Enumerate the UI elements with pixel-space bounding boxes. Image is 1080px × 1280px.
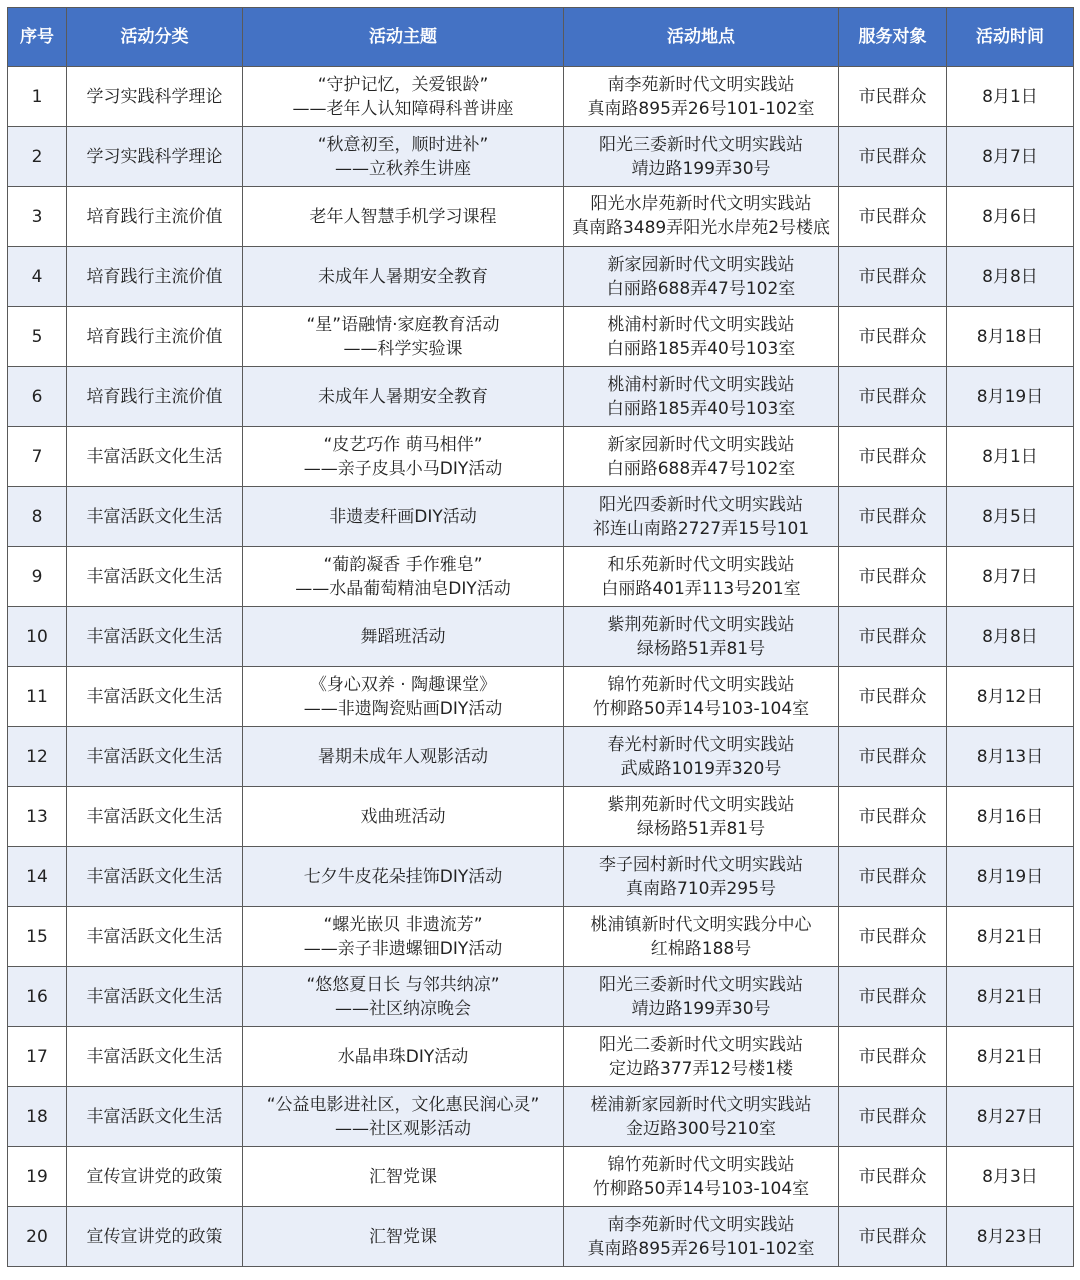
cell-category: 丰富活跃文化生活 (67, 1027, 243, 1087)
cell-location-line: 红棉路188号 (650, 938, 752, 959)
cell-theme-line: 戏曲班活动 (360, 806, 446, 827)
cell-audience: 市民群众 (839, 667, 947, 727)
cell-no: 10 (8, 607, 67, 667)
cell-theme-line: 暑期未成年人观影活动 (318, 746, 488, 767)
cell-location (564, 187, 839, 247)
cell-audience: 市民群众 (839, 787, 947, 847)
cell-location-line: 绿杨路51弄81号 (636, 638, 766, 659)
cell-location-line: 白丽路185弄40号103室 (606, 338, 796, 359)
cell-location (564, 1147, 839, 1207)
cell-theme-line: 汇智党课 (369, 1226, 437, 1247)
cell-theme-line: ——亲子非遗螺钿DIY活动 (303, 938, 503, 959)
table-row (8, 667, 1074, 727)
cell-location-line: 武威路1019弄320号 (620, 758, 782, 779)
cell-audience: 市民群众 (839, 547, 947, 607)
cell-no: 3 (8, 187, 67, 247)
cell-category: 丰富活跃文化生活 (67, 607, 243, 667)
cell-theme-line: ——社区纳凉晚会 (335, 998, 471, 1019)
cell-location (564, 607, 839, 667)
table-row (8, 307, 1074, 367)
cell-no: 8 (8, 487, 67, 547)
cell-location-line: 桃浦村新时代文明实践站 (607, 374, 795, 395)
cell-location (564, 67, 839, 127)
cell-location (564, 427, 839, 487)
cell-theme-line: “守护记忆，关爱银龄” (317, 74, 489, 95)
cell-theme (243, 187, 564, 247)
cell-theme-line: “星”语融情·家庭教育活动 (306, 314, 500, 335)
cell-category: 宣传宣讲党的政策 (67, 1207, 243, 1267)
cell-category: 宣传宣讲党的政策 (67, 1147, 243, 1207)
cell-location-line: 槎浦新家园新时代文明实践站 (590, 1094, 812, 1115)
cell-location-line: 阳光二委新时代文明实践站 (599, 1034, 803, 1055)
table-row (8, 847, 1074, 907)
cell-location-line: 真南路710弄295号 (626, 878, 776, 899)
cell-location (564, 847, 839, 907)
cell-category: 丰富活跃文化生活 (67, 967, 243, 1027)
table-row (8, 967, 1074, 1027)
table-row (8, 1027, 1074, 1087)
table-row (8, 1207, 1074, 1267)
table-row (8, 787, 1074, 847)
cell-location-line: 锦竹苑新时代文明实践站 (607, 674, 795, 695)
cell-no: 1 (8, 67, 67, 127)
table-row (8, 487, 1074, 547)
cell-category: 丰富活跃文化生活 (67, 667, 243, 727)
cell-date: 8月8日 (947, 247, 1074, 307)
cell-theme-line: “螺光嵌贝 非遗流芳” (323, 914, 483, 935)
cell-location-line: 春光村新时代文明实践站 (607, 734, 795, 755)
cell-theme-line: 非遗麦秆画DIY活动 (329, 506, 477, 527)
cell-location-line: 定边路377弄12号楼1楼 (609, 1058, 793, 1079)
table-row (8, 367, 1074, 427)
cell-theme (243, 547, 564, 607)
cell-location (564, 247, 839, 307)
cell-date: 8月13日 (947, 727, 1074, 787)
cell-theme-line: 未成年人暑期安全教育 (318, 386, 488, 407)
cell-date: 8月23日 (947, 1207, 1074, 1267)
cell-audience: 市民群众 (839, 67, 947, 127)
header-theme: 活动主题 (243, 8, 564, 67)
cell-audience: 市民群众 (839, 247, 947, 307)
cell-theme-line: ——立秋养生讲座 (335, 158, 471, 179)
cell-theme (243, 847, 564, 907)
cell-date: 8月19日 (947, 367, 1074, 427)
cell-no: 4 (8, 247, 67, 307)
cell-audience: 市民群众 (839, 487, 947, 547)
cell-location-line: 锦竹苑新时代文明实践站 (607, 1154, 795, 1175)
cell-location-line: 绿杨路51弄81号 (636, 818, 766, 839)
cell-theme (243, 247, 564, 307)
cell-audience: 市民群众 (839, 187, 947, 247)
header-audience: 服务对象 (839, 8, 947, 67)
cell-audience: 市民群众 (839, 1027, 947, 1087)
cell-category: 学习实践科学理论 (67, 67, 243, 127)
table-body (8, 67, 1074, 1267)
cell-location (564, 967, 839, 1027)
cell-location (564, 787, 839, 847)
cell-theme-line: ——水晶葡萄精油皂DIY活动 (295, 578, 511, 599)
cell-theme-line: ——社区观影活动 (335, 1118, 471, 1139)
cell-date: 8月5日 (947, 487, 1074, 547)
cell-location-line: 真南路895弄26号101-102室 (587, 1238, 815, 1259)
cell-location-line: 白丽路185弄40号103室 (606, 398, 796, 419)
cell-theme (243, 307, 564, 367)
cell-no: 2 (8, 127, 67, 187)
cell-theme (243, 967, 564, 1027)
cell-location-line: 靖边路199弄30号 (631, 998, 771, 1019)
cell-location-line: 阳光三委新时代文明实践站 (599, 974, 803, 995)
cell-location-line: 白丽路688弄47号102室 (606, 278, 796, 299)
cell-theme-line: 未成年人暑期安全教育 (318, 266, 488, 287)
cell-date: 8月21日 (947, 967, 1074, 1027)
cell-no: 20 (8, 1207, 67, 1267)
cell-theme (243, 127, 564, 187)
table-row (8, 547, 1074, 607)
cell-theme-line: “悠悠夏日长 与邻共纳凉” (306, 974, 500, 995)
cell-no: 6 (8, 367, 67, 427)
cell-theme-line: “葡韵凝香 手作雅皂” (323, 554, 483, 575)
cell-date: 8月21日 (947, 907, 1074, 967)
cell-location-line: 阳光四委新时代文明实践站 (599, 494, 803, 515)
cell-category: 学习实践科学理论 (67, 127, 243, 187)
cell-location-line: 李子园村新时代文明实践站 (599, 854, 803, 875)
cell-location (564, 667, 839, 727)
cell-category: 丰富活跃文化生活 (67, 787, 243, 847)
cell-theme-line: 汇智党课 (369, 1166, 437, 1187)
table-row (8, 1147, 1074, 1207)
cell-no: 5 (8, 307, 67, 367)
cell-location-line: 南李苑新时代文明实践站 (607, 1214, 795, 1235)
cell-category: 培育践行主流价值 (67, 307, 243, 367)
cell-theme-line: 水晶串珠DIY活动 (337, 1046, 469, 1067)
cell-location (564, 1027, 839, 1087)
cell-theme (243, 1027, 564, 1087)
cell-theme (243, 667, 564, 727)
cell-category: 丰富活跃文化生活 (67, 847, 243, 907)
table-row (8, 127, 1074, 187)
cell-theme-line: ——非遗陶瓷贴画DIY活动 (303, 698, 503, 719)
cell-date: 8月7日 (947, 547, 1074, 607)
cell-location-line: 白丽路401弄113号201室 (601, 578, 801, 599)
cell-theme (243, 1207, 564, 1267)
cell-no: 17 (8, 1027, 67, 1087)
cell-location-line: 桃浦村新时代文明实践站 (607, 314, 795, 335)
cell-no: 12 (8, 727, 67, 787)
cell-location (564, 127, 839, 187)
header-date: 活动时间 (947, 8, 1074, 67)
table-row (8, 727, 1074, 787)
cell-location-line: 真南路895弄26号101-102室 (587, 98, 815, 119)
activity-table (7, 7, 1074, 1267)
cell-no: 15 (8, 907, 67, 967)
cell-date: 8月18日 (947, 307, 1074, 367)
table-row (8, 187, 1074, 247)
cell-audience: 市民群众 (839, 847, 947, 907)
cell-category: 丰富活跃文化生活 (67, 1087, 243, 1147)
cell-location-line: 祁连山南路2727弄15号101 (592, 518, 810, 539)
cell-theme-line: “公益电影进社区，文化惠民润心灵” (266, 1094, 540, 1115)
cell-no: 9 (8, 547, 67, 607)
cell-location-line: 桃浦镇新时代文明实践分中心 (590, 914, 812, 935)
cell-date: 8月16日 (947, 787, 1074, 847)
cell-location-line: 真南路3489弄阳光水岸苑2号楼底 (571, 217, 831, 238)
table-header-row (8, 8, 1074, 67)
header-category: 活动分类 (67, 8, 243, 67)
cell-category: 丰富活跃文化生活 (67, 427, 243, 487)
cell-category: 培育践行主流价值 (67, 247, 243, 307)
cell-theme (243, 427, 564, 487)
cell-theme-line: ——亲子皮具小马DIY活动 (303, 458, 503, 479)
cell-theme (243, 1087, 564, 1147)
cell-theme (243, 787, 564, 847)
cell-location-line: 新家园新时代文明实践站 (607, 434, 795, 455)
cell-theme-line: “秋意初至，顺时进补” (317, 134, 489, 155)
header-no: 序号 (8, 8, 67, 67)
cell-theme (243, 727, 564, 787)
cell-category: 丰富活跃文化生活 (67, 547, 243, 607)
cell-date: 8月6日 (947, 187, 1074, 247)
cell-theme (243, 907, 564, 967)
cell-category: 丰富活跃文化生活 (67, 907, 243, 967)
cell-location (564, 367, 839, 427)
cell-date: 8月8日 (947, 607, 1074, 667)
cell-audience: 市民群众 (839, 727, 947, 787)
cell-audience: 市民群众 (839, 1147, 947, 1207)
cell-theme (243, 607, 564, 667)
cell-theme-line: 七夕牛皮花朵挂饰DIY活动 (303, 866, 503, 887)
cell-location-line: 白丽路688弄47号102室 (606, 458, 796, 479)
cell-location-line: 阳光水岸苑新时代文明实践站 (590, 193, 812, 214)
cell-location-line: 竹柳路50弄14号103-104室 (592, 1178, 810, 1199)
cell-theme (243, 1147, 564, 1207)
activity-table-container (7, 7, 1074, 1267)
cell-date: 8月21日 (947, 1027, 1074, 1087)
cell-date: 8月19日 (947, 847, 1074, 907)
cell-location (564, 1087, 839, 1147)
cell-location-line: 新家园新时代文明实践站 (607, 254, 795, 275)
cell-location-line: 靖边路199弄30号 (631, 158, 771, 179)
cell-audience: 市民群众 (839, 127, 947, 187)
table-row (8, 607, 1074, 667)
cell-theme (243, 67, 564, 127)
cell-no: 13 (8, 787, 67, 847)
table-row (8, 1087, 1074, 1147)
cell-no: 16 (8, 967, 67, 1027)
cell-no: 19 (8, 1147, 67, 1207)
cell-location-line: 和乐苑新时代文明实践站 (607, 554, 795, 575)
cell-date: 8月1日 (947, 67, 1074, 127)
cell-no: 11 (8, 667, 67, 727)
cell-audience: 市民群众 (839, 607, 947, 667)
cell-location-line: 金迈路300号210室 (626, 1118, 776, 1139)
cell-location (564, 907, 839, 967)
cell-location-line: 南李苑新时代文明实践站 (607, 74, 795, 95)
cell-location (564, 307, 839, 367)
cell-audience: 市民群众 (839, 1207, 947, 1267)
cell-audience: 市民群众 (839, 967, 947, 1027)
cell-theme-line: ——科学实验课 (343, 338, 463, 359)
cell-no: 7 (8, 427, 67, 487)
cell-location (564, 487, 839, 547)
cell-audience: 市民群众 (839, 427, 947, 487)
cell-location (564, 1207, 839, 1267)
cell-no: 18 (8, 1087, 67, 1147)
cell-date: 8月3日 (947, 1147, 1074, 1207)
table-row (8, 247, 1074, 307)
cell-audience: 市民群众 (839, 307, 947, 367)
cell-theme-line: 舞蹈班活动 (360, 626, 446, 647)
cell-location-line: 紫荆苑新时代文明实践站 (607, 794, 795, 815)
cell-date: 8月27日 (947, 1087, 1074, 1147)
cell-audience: 市民群众 (839, 1087, 947, 1147)
table-row (8, 427, 1074, 487)
cell-category: 丰富活跃文化生活 (67, 727, 243, 787)
table-row (8, 907, 1074, 967)
cell-location-line: 竹柳路50弄14号103-104室 (592, 698, 810, 719)
cell-theme-line: 老年人智慧手机学习课程 (309, 206, 497, 227)
cell-audience: 市民群众 (839, 907, 947, 967)
cell-location-line: 阳光三委新时代文明实践站 (599, 134, 803, 155)
cell-audience: 市民群众 (839, 367, 947, 427)
cell-location (564, 547, 839, 607)
cell-category: 培育践行主流价值 (67, 187, 243, 247)
cell-category: 培育践行主流价值 (67, 367, 243, 427)
cell-location (564, 727, 839, 787)
cell-theme (243, 487, 564, 547)
cell-date: 8月7日 (947, 127, 1074, 187)
cell-theme-line: “皮艺巧作 萌马相伴” (323, 434, 483, 455)
cell-location-line (568, 240, 834, 242)
cell-category: 丰富活跃文化生活 (67, 487, 243, 547)
header-location: 活动地点 (564, 8, 839, 67)
cell-theme-line: ——老年人认知障碍科普讲座 (292, 98, 514, 119)
cell-location-line: 紫荆苑新时代文明实践站 (607, 614, 795, 635)
cell-date: 8月1日 (947, 427, 1074, 487)
cell-no: 14 (8, 847, 67, 907)
cell-theme-line: 《身心双养 · 陶趣课堂》 (309, 674, 497, 695)
table-row (8, 67, 1074, 127)
cell-date: 8月12日 (947, 667, 1074, 727)
cell-theme (243, 367, 564, 427)
